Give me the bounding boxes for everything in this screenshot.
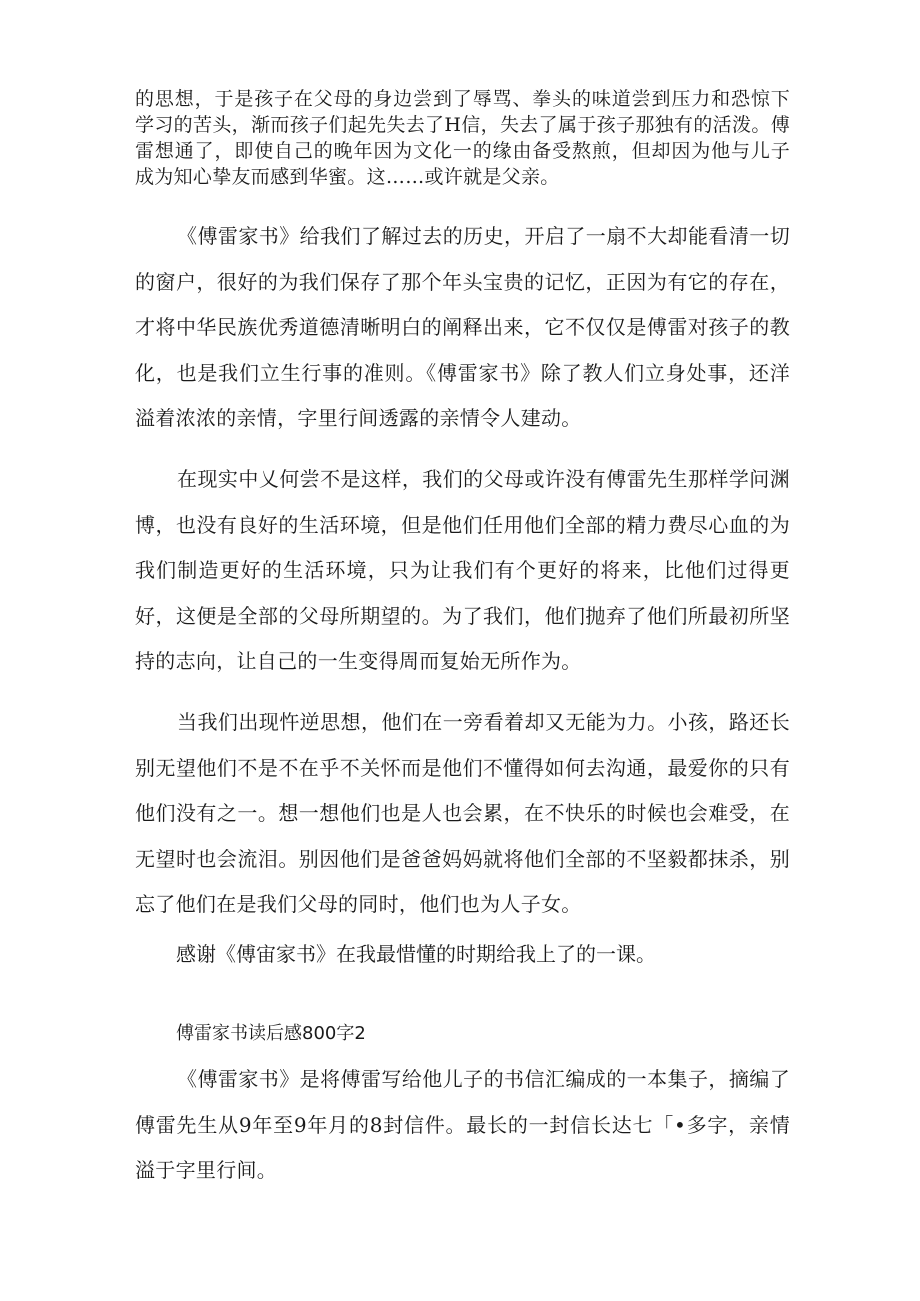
paragraph-father-thoughts: 的思想，于是孩子在父母的身边尝到了辱骂、拳头的味道尝到压力和恐惊下学习的苦头，渐而孩子们起先失去了H信，失去了属于孩子那独有的活泼。傅雷想通了，即使自己的晚年因为文化一的缘由备受熬煎，但却因为他与儿子成为知心挚友而感到华蜜。这……或许就是父亲。	[135, 88, 790, 188]
paragraph-book-intro: 《傅雷家书》是将傅雷写给他儿子的书信汇编成的一本集子，摘编了傅雷先生从9年至9年月的8封信件。最长的一封信长达七「•多字，亲情溢于字里行间。	[135, 1067, 790, 1183]
section-heading: 傅雷家书读后感800字2	[176, 1023, 366, 1044]
paragraph-thanks: 感谢《傅宙家书》在我最惜懂的时期给我上了的一课。	[176, 942, 656, 966]
paragraph-rebellious-thoughts: 当我们出现忤逆思想，他们在一旁看着却又无能为力。小孩，路还长别无望他们不是不在乎不关怀而是他们不懂得如何去沟通，最爱你的只有他们没有之一。想一想他们也是人也会累，在不快乐的时候也会难受，在无望时也会流泪。别因他们是爸爸妈妈就将他们全部的不坚毅都抹杀，别忘了他们在是我们父母的同时，他们也为人子女。	[135, 710, 790, 917]
paragraph-reality-parents: 在现实中乂何尝不是这样，我们的父母或许没有傅雷先生那样学问渊博，也没有良好的生活环境，但是他们任用他们全部的精力费尽心血的为我们制造更好的生活环境，只为让我们有个更好的将来，比他们过得更好，这便是全部的父母所期望的。为了我们，他们抛弃了他们所最初所坚持的志向，让自己的一生变得周而复始无所作为。	[135, 467, 790, 674]
paragraph-history-window: 《傅雷家书》给我们了解过去的历史，开启了一扇不大却能看清一切的窗户，很好的为我们保存了那个年头宝贵的记忆，正因为有它的存在，才将中华民族优秀道德清晰明白的阐释出来，它不仅仅是傅雷对孩子的教化，也是我们立生行事的准则。《傅雷家书》除了教人们立身处事，还洋溢着浓浓的亲情，字里行间透露的亲情令人建动。	[135, 224, 790, 431]
